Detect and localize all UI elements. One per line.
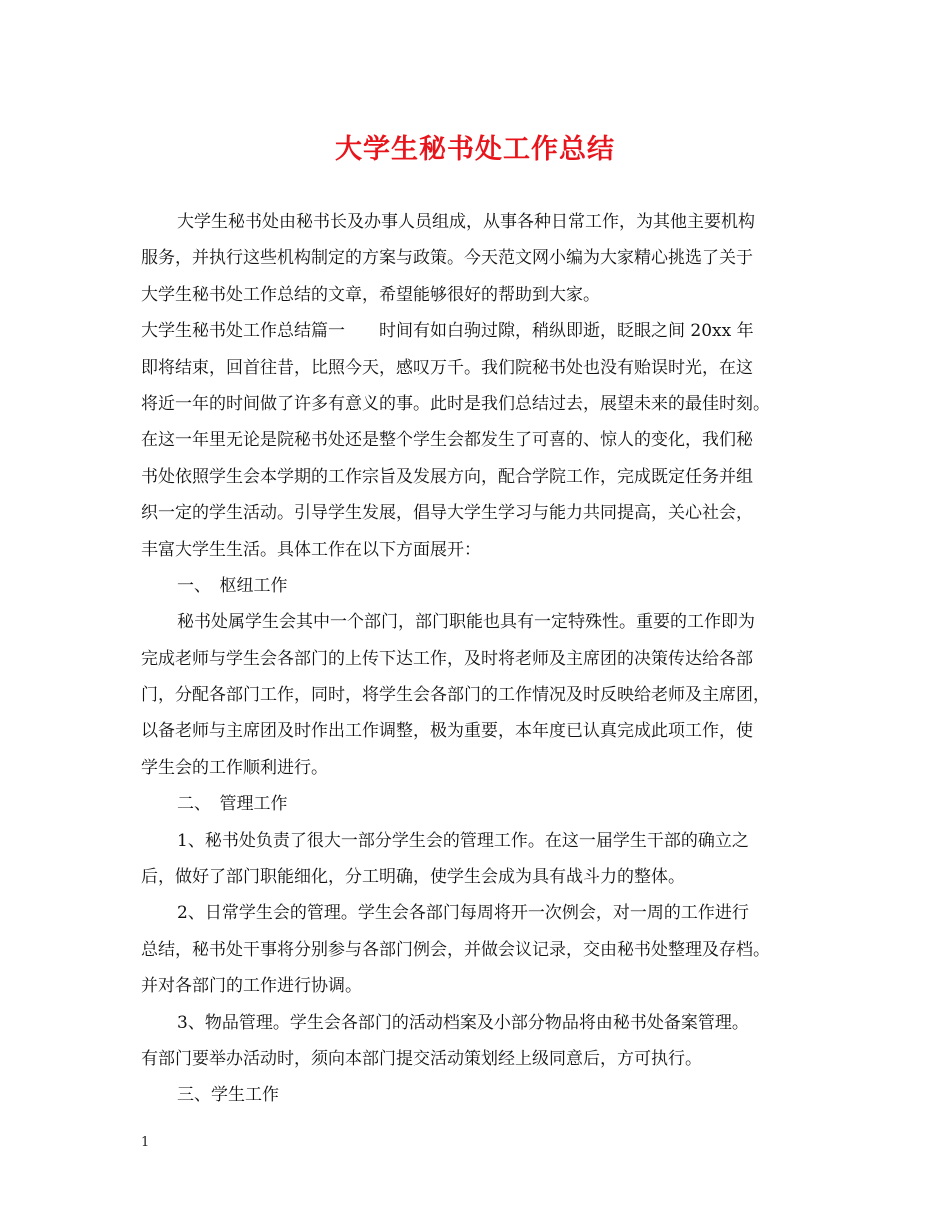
section-heading: 三、学生工作: [177, 1085, 279, 1106]
paragraph-line: 有部门要举办活动时，须向本部门提交活动策划经上级同意后，方可执行。: [141, 1048, 702, 1069]
paragraph-line: 将近一年的时间做了许多有意义的事。此时是我们总结过去，展望未来的最佳时刻。: [141, 393, 770, 414]
paragraph-line: 即将结束，回首往昔，比照今天，感叹万千。我们院秘书处也没有贻误时光，在这: [141, 357, 753, 378]
paragraph-line: 书处依照学生会本学期的工作宗旨及发展方向，配合学院工作，完成既定任务并组: [141, 466, 753, 487]
paragraph-line: 织一定的学生活动。引导学生发展，倡导大学生学习与能力共同提高，关心社会，: [141, 503, 753, 524]
section-heading: 二、 管理工作: [177, 794, 288, 815]
paragraph-line: 完成老师与学生会各部门的上传下达工作，及时将老师及主席团的决策传达给各部: [141, 648, 753, 669]
paragraph-line: 学生会的工作顺利进行。: [141, 757, 328, 778]
paragraph-line: 大学生秘书处工作总结篇一 时间有如白驹过隙，稍纵即逝，眨眼之间 20xx 年: [141, 321, 754, 342]
paragraph-line: 秘书处属学生会其中一个部门，部门职能也具有一定特殊性。重要的工作即为: [177, 612, 755, 633]
paragraph-line: 门，分配各部门工作，同时，将学生会各部门的工作情况及时反映给老师及主席团，: [141, 685, 770, 706]
paragraph-line: 2、日常学生会的管理。学生会各部门每周将开一次例会，对一周的工作进行: [177, 903, 749, 924]
paragraph-line: 丰富大学生生活。具体工作在以下方面展开：: [141, 539, 481, 560]
paragraph-line: 服务，并执行这些机构制定的方案与政策。今天范文网小编为大家精心挑选了关于: [141, 248, 753, 269]
document-body: [141, 204, 813, 1114]
paragraph-line: 3、物品管理。学生会各部门的活动档案及小部分物品将由秘书处备案管理。: [177, 1012, 749, 1033]
paragraph-line: 在这一年里无论是院秘书处还是整个学生会都发生了可喜的、惊人的变化，我们秘: [141, 430, 753, 451]
paragraph-line: 以备老师与主席团及时作出工作调整，极为重要，本年度已认真完成此项工作，使: [141, 721, 753, 742]
document-title: 大学生秘书处工作总结: [335, 134, 615, 165]
paragraph-line: 1、秘书处负责了很大一部分学生会的管理工作。在这一届学生干部的确立之: [177, 830, 749, 851]
paragraph-line: 大学生秘书处由秘书长及办事人员组成，从事各种日常工作，为其他主要机构: [177, 212, 755, 232]
paragraph-line: 并对各部门的工作进行协调。: [141, 976, 362, 997]
paragraph-line: 后，做好了部门职能细化，分工明确，使学生会成为具有战斗力的整体。: [141, 867, 685, 888]
section-heading: 一、 枢纽工作: [177, 575, 288, 596]
page-number: 1: [141, 1135, 150, 1150]
paragraph-line: 大学生秘书处工作总结的文章，希望能够很好的帮助到大家。: [141, 284, 600, 305]
paragraph-line: 总结，秘书处干事将分别参与各部门例会，并做会议记录，交由秘书处整理及存档。: [141, 939, 770, 960]
